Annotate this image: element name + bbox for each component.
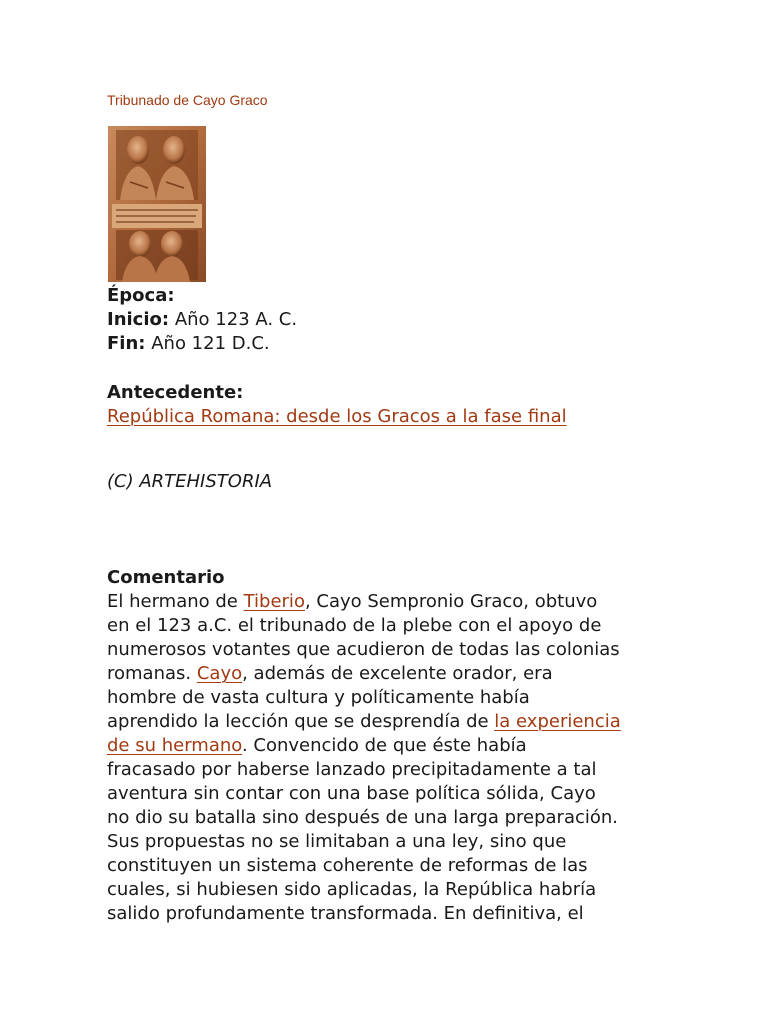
- relief-image: [108, 126, 206, 282]
- comentario-line: fracasado por haberse lanzado precipitadamente a tal: [107, 759, 597, 780]
- line-text: romanas.: [107, 663, 197, 684]
- antecedente-link[interactable]: República Romana: desde los Gracos a la fase final: [107, 406, 567, 427]
- comentario-line: cuales, si hubiesen sido aplicadas, la República habría: [107, 879, 597, 900]
- tiberio-link[interactable]: Tiberio: [243, 591, 305, 612]
- antecedente-row: [107, 405, 567, 429]
- line-text: . Convencido de que éste había: [241, 735, 527, 756]
- comentario-line: [107, 710, 621, 734]
- copyright-text: (C) ARTEHISTORIA: [107, 471, 273, 492]
- comentario-line: [107, 734, 621, 758]
- line-text: El hermano de: [107, 591, 244, 612]
- comentario-line: no dio su batalla sino después de una larga preparación.: [107, 807, 619, 828]
- comentario-line: hombre de vasta cultura y políticamente había: [107, 687, 530, 708]
- comentario-line: [107, 662, 621, 686]
- fin-row: [107, 332, 270, 356]
- comentario-line: salido profundamente transformada. En definitiva, el: [107, 903, 584, 924]
- line-text: , además de excelente orador, era: [242, 663, 553, 684]
- comentario-heading: Comentario: [107, 567, 225, 588]
- epoca-label: Época:: [107, 285, 175, 306]
- comentario-line: numerosos votantes que acudieron de todas las colonias: [107, 639, 620, 660]
- comentario-body: [107, 590, 621, 926]
- fin-label: Fin:: [107, 333, 146, 354]
- relief-illustration: [108, 126, 206, 282]
- comentario-line: aventura sin contar con una base política sólida, Cayo: [107, 783, 596, 804]
- line-text: aprendido la lección que se desprendía de: [107, 711, 495, 732]
- inicio-label: Inicio:: [107, 309, 170, 330]
- comentario-line: Sus propuestas no se limitaban a una ley, sino que: [107, 831, 567, 852]
- fin-value: Año 121 D.C.: [151, 333, 270, 354]
- inicio-value: Año 123 A. C.: [174, 309, 298, 330]
- inicio-row: [107, 308, 297, 332]
- antecedente-label: Antecedente:: [107, 382, 244, 403]
- experiencia-link-continued[interactable]: de su hermano: [107, 735, 242, 756]
- comentario-line: constituyen un sistema coherente de reformas de las: [107, 855, 588, 876]
- cayo-link[interactable]: Cayo: [196, 663, 243, 684]
- line-text: , Cayo Sempronio Graco, obtuvo: [304, 591, 598, 612]
- page-title: Tribunado de Cayo Graco: [107, 92, 268, 108]
- comentario-line: [107, 590, 621, 614]
- comentario-line: en el 123 a.C. el tribunado de la plebe con el apoyo de: [107, 615, 602, 636]
- experiencia-link[interactable]: la experiencia: [494, 711, 621, 732]
